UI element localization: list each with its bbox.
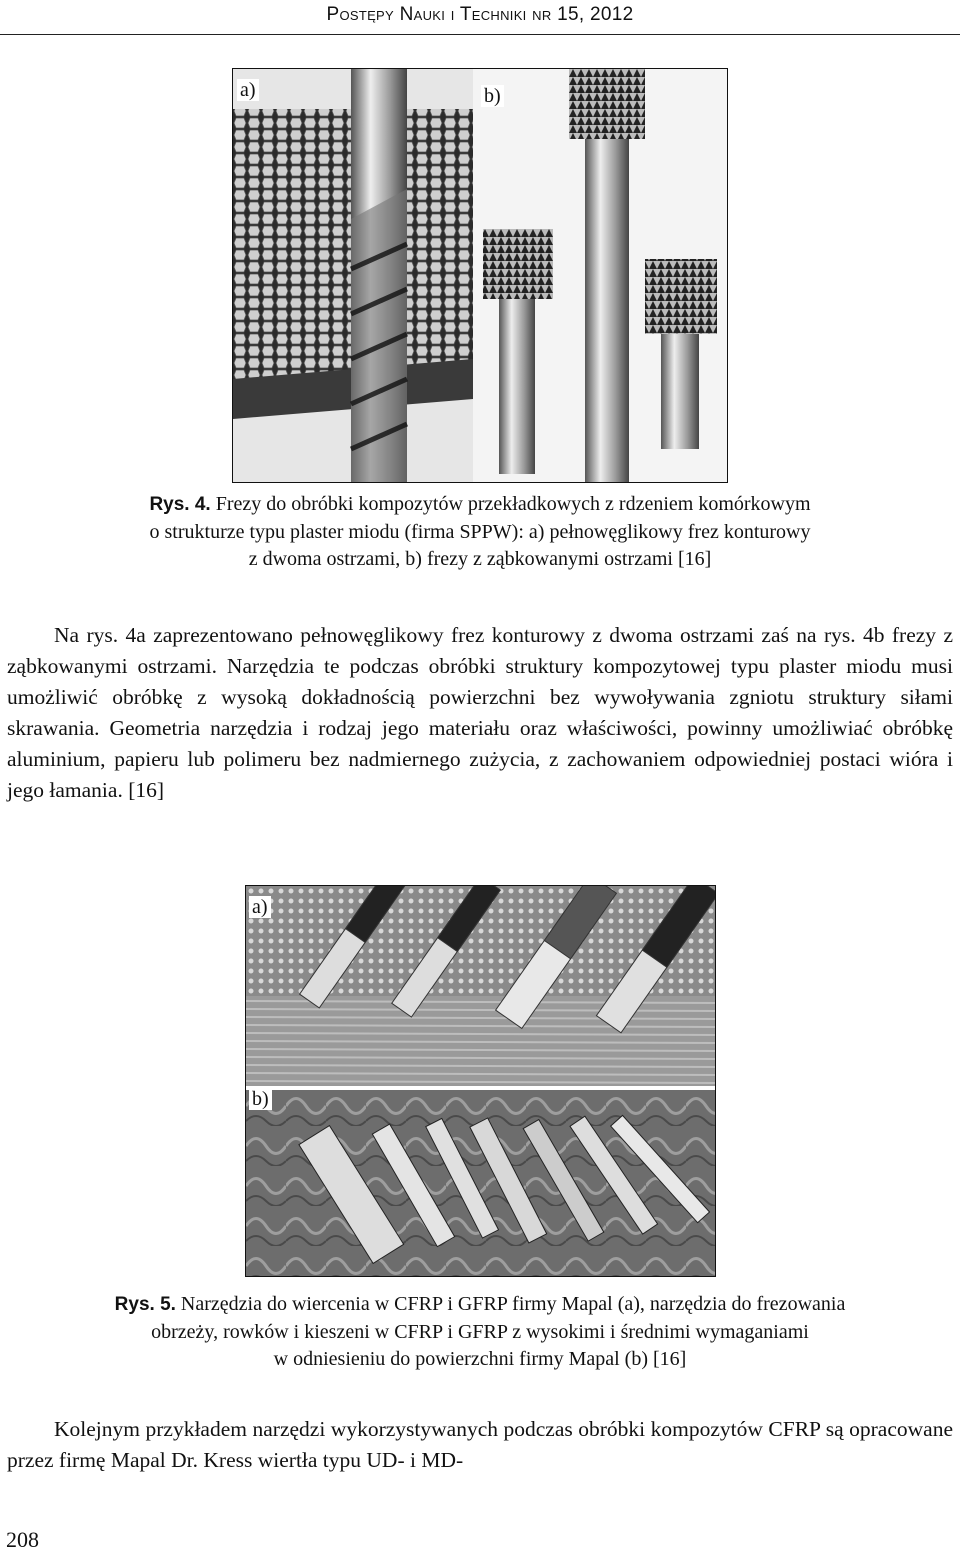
- figure-5-panel-b-label: b): [249, 1088, 272, 1110]
- figure-4-photo: [233, 69, 728, 483]
- page-number: 208: [6, 1527, 39, 1552]
- body-paragraph-2: [7, 1414, 953, 1476]
- figure-4-panel-b-label: b): [481, 85, 504, 107]
- figure-5-caption-number: Rys. 5.: [114, 1294, 176, 1315]
- figure-4-caption: [0, 491, 960, 574]
- figure-4-panel-a-label: a): [237, 79, 259, 101]
- figure-4-caption-number: Rys. 4.: [149, 494, 211, 515]
- figure-5-caption-line-1: [0, 1291, 960, 1319]
- paragraph-1-text: Na rys. 4a zaprezentowano pełnowęglikowy frez konturowy z dwoma ostrzami zaś na rys. 4b frezy z ząbkowanymi ostrzami. Narzędzia te podczas obróbki struktury kompozytowej typu plaster miodu musi umożliwić obróbkę z wysoką dokładnością powierzchni bez wywoływania zgniotu struktury siłami skrawania. Geometria narzędzia i rodzaj jego materiału oraz właściwości, powinny umożliwiać obróbkę aluminium, papieru lub polimeru bez nadmiernego zużycia, z zachowaniem odpowiedniej postaci wióra i jego łamania. [16]: [7, 623, 953, 802]
- running-header: Postępy Nauki i Techniki nr 15, 2012: [326, 4, 634, 25]
- figure-5-caption-line-2: obrzeży, rowków i kieszeni w CFRP i GFRP z wysokimi i średnimi wymaganiami: [151, 1320, 809, 1343]
- figure-5-caption: [0, 1291, 960, 1374]
- figure-5-panel-a-label: a): [249, 896, 271, 918]
- figure-5-caption-line-3: w odniesieniu do powierzchni firmy Mapal (b) [16]: [273, 1348, 687, 1370]
- figure-4-caption-text: Frezy do obróbki kompozytów przekładkowych z rdzeniem komórkowym: [215, 493, 811, 515]
- figure-4-image: [232, 68, 728, 483]
- figure-5-caption-text: Narzędzia do wiercenia w CFRP i GFRP firmy Mapal (a), narzędzia do frezowania: [180, 1293, 846, 1315]
- figure-4-caption-line-3: z dwoma ostrzami, b) frezy z ząbkowanymi ostrzami [16]: [248, 548, 712, 570]
- paragraph-2-text: Kolejnym przykładem narzędzi wykorzystywanych podczas obróbki kompozytów CFRP są opracowane przez firmę Mapal Dr. Kress wiertła typu UD- i MD-: [7, 1417, 953, 1472]
- figure-5-image: [245, 885, 716, 1277]
- figure-4-caption-line-1: [0, 491, 960, 519]
- header-rule: [0, 34, 960, 35]
- figure-5-photo: [246, 886, 716, 1277]
- body-paragraph-1: [7, 620, 953, 806]
- figure-4-caption-line-2: o strukturze typu plaster miodu (firma SPPW): a) pełnowęglikowy frez konturowy: [149, 520, 811, 543]
